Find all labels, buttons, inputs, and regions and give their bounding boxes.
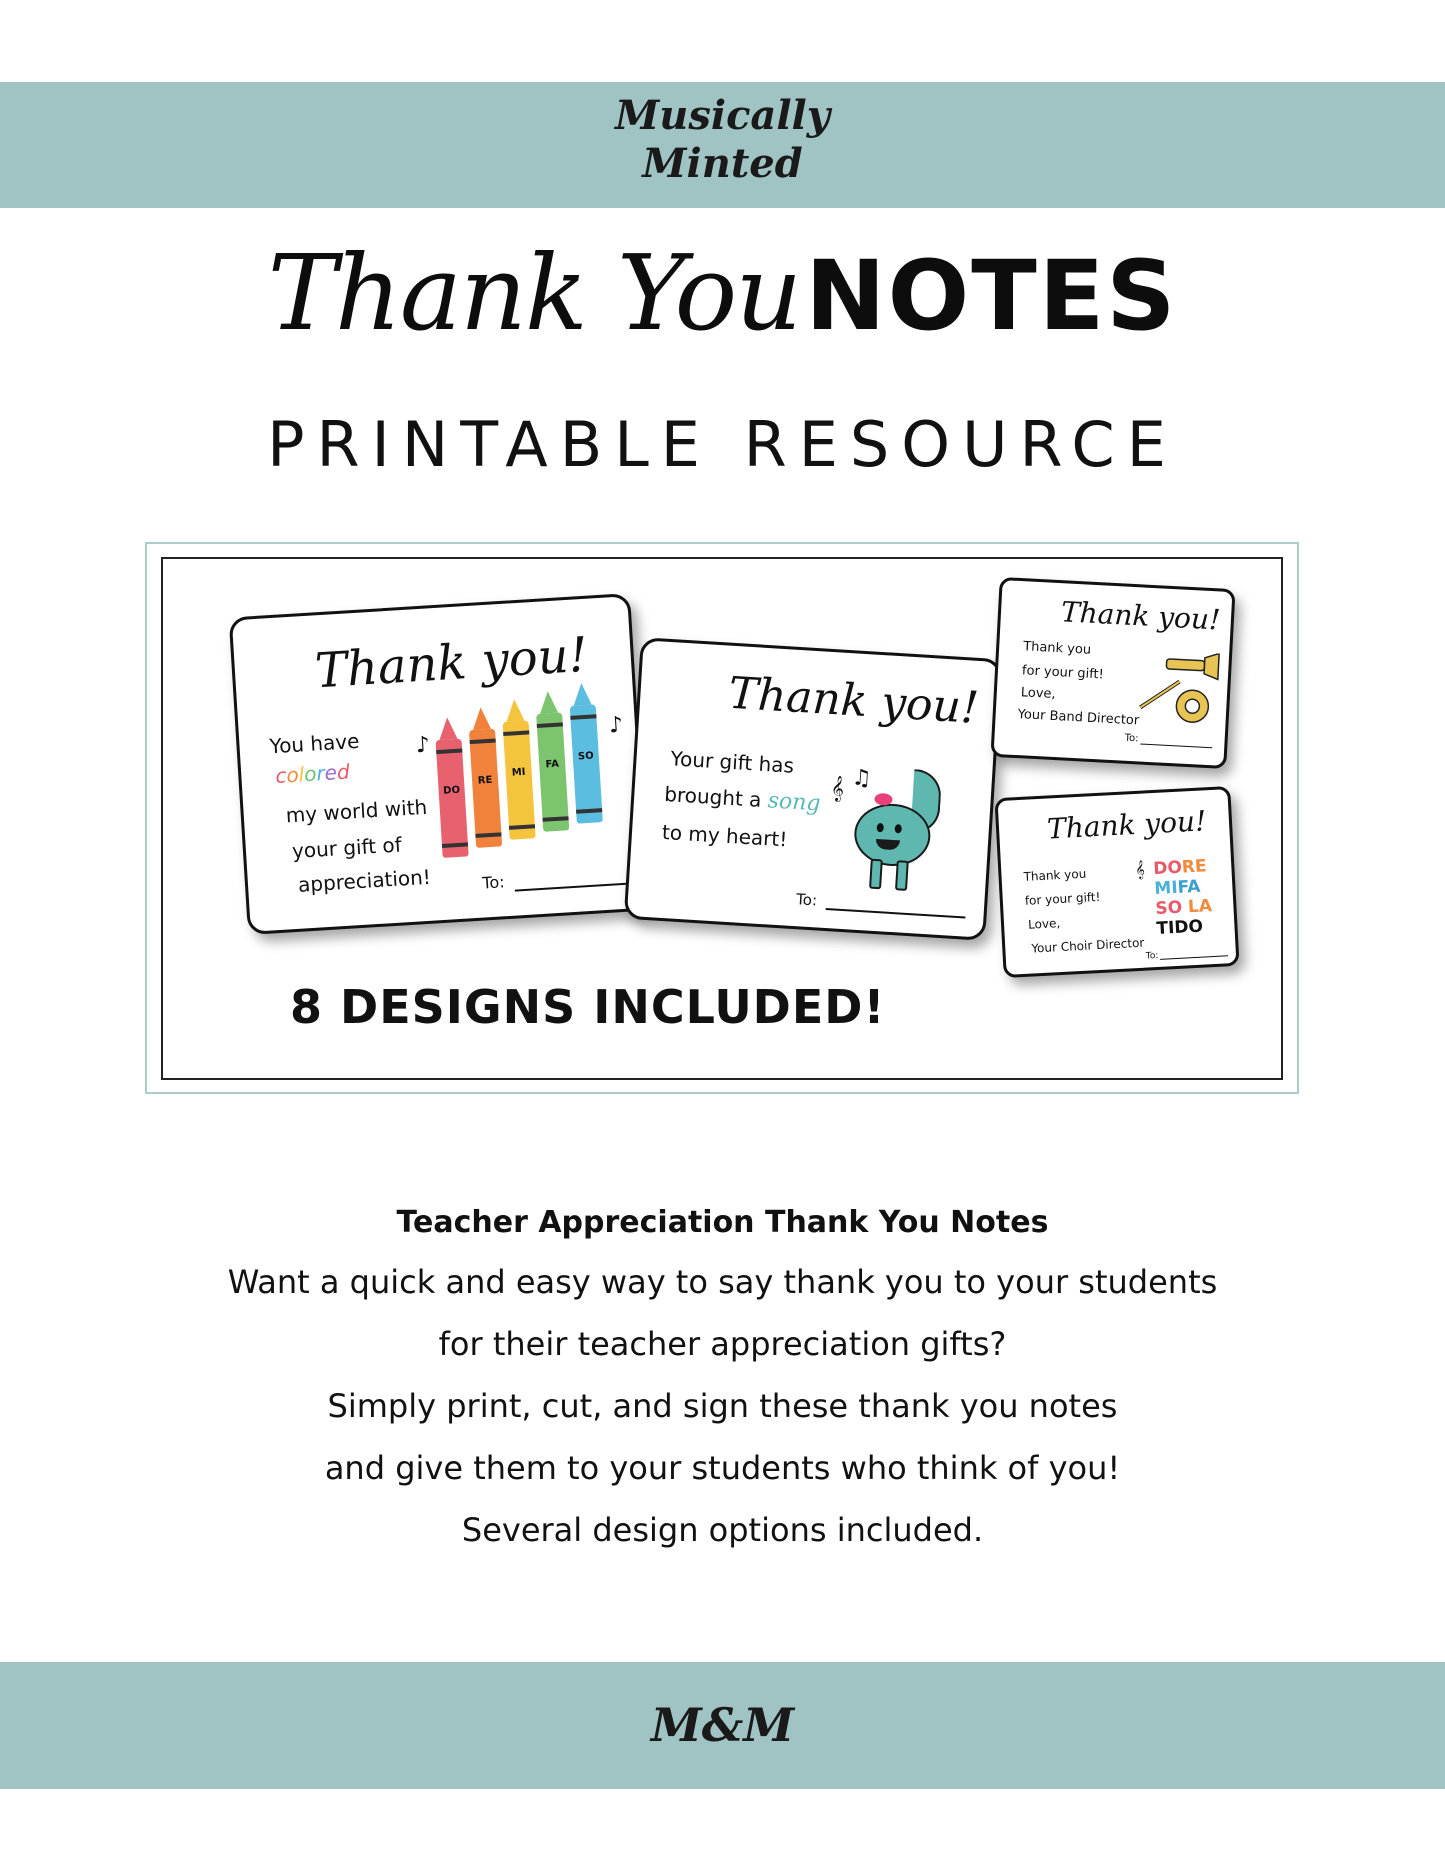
preview-card-choir — [994, 786, 1239, 978]
solfege-syllable: DO — [1152, 857, 1183, 880]
card-line: Your Band Director — [1017, 707, 1140, 729]
colored-letter: d — [336, 759, 351, 785]
music-note-icon: ♪ — [608, 712, 624, 739]
card-heading: Thank you! — [727, 667, 981, 734]
preview-card-band — [990, 577, 1235, 769]
crayon-label: SO — [577, 750, 594, 763]
crayon-icon — [570, 704, 603, 823]
to-line — [515, 882, 633, 891]
colored-letter: e — [323, 760, 338, 785]
to-line — [1160, 955, 1228, 960]
colored-letter: l — [297, 762, 305, 787]
colored-letter: o — [285, 762, 300, 788]
to-label: To: — [795, 890, 818, 910]
card-line: Love, — [1020, 685, 1056, 703]
description-line: and give them to your students who think of you! — [324, 1449, 1121, 1487]
preview-card-crayons — [229, 593, 650, 935]
music-note-icon: ♫ — [850, 765, 873, 792]
crayon-label: RE — [477, 774, 493, 787]
card-heading: Thank you! — [1046, 804, 1208, 846]
card-line: my world with — [285, 794, 428, 828]
crayon-icon — [436, 739, 469, 858]
title-script: Thank You — [267, 232, 801, 354]
treble-clef-icon: 𝄞 — [1134, 859, 1146, 880]
card-heading: Thank you! — [1060, 595, 1222, 637]
brass-instruments-icon — [1137, 649, 1223, 731]
solfege-syllable: TI — [1155, 918, 1175, 939]
card-line: for your gift! — [1024, 889, 1101, 908]
solfege-syllable: MI — [1153, 877, 1179, 900]
crayon-label: MI — [511, 766, 526, 779]
to-label: To: — [481, 872, 506, 893]
logo-line2: Minted — [642, 140, 803, 187]
page-title — [0, 232, 1445, 354]
card-line: You have — [268, 728, 361, 759]
card-line: to my heart! — [661, 819, 789, 852]
crayon-label: FA — [545, 758, 560, 771]
to-label: To: — [1124, 732, 1139, 745]
colored-word — [275, 759, 351, 787]
description-line: Several design options included. — [461, 1511, 984, 1549]
to-line — [1140, 744, 1212, 749]
solfege-syllable: FA — [1177, 876, 1201, 898]
to-label: To: — [1145, 950, 1159, 962]
title-bold: NOTES — [805, 240, 1178, 352]
card-line: for your gift! — [1021, 663, 1105, 683]
card-line: Your gift has — [669, 746, 795, 778]
solfege-block — [1153, 856, 1214, 939]
page-subtitle: PRINTABLE RESOURCE — [267, 408, 1178, 481]
song-word: song — [767, 788, 822, 817]
music-note-icon: ♪ — [415, 732, 431, 759]
crayon-icon — [536, 712, 569, 831]
to-line — [826, 908, 966, 919]
footer-monogram: M&M — [650, 1698, 795, 1752]
colored-letter: o — [303, 761, 318, 787]
card-line — [664, 782, 822, 816]
colored-letter: r — [315, 761, 326, 786]
designs-included-label: 8 DESIGNS INCLUDED! — [290, 980, 886, 1034]
crayon-icon — [503, 720, 536, 839]
crayon-label: DO — [442, 784, 461, 797]
description-line: Want a quick and easy way to say thank you to your students — [227, 1263, 1218, 1301]
preview-card-song — [624, 637, 1003, 941]
card-heading: Thank you! — [313, 626, 590, 700]
card-line: Thank you — [1023, 866, 1087, 884]
card-line: Love, — [1027, 916, 1061, 932]
solfege-syllable: SO — [1154, 897, 1183, 920]
description — [0, 1195, 1445, 1561]
treble-clef-icon: 𝄞 — [830, 776, 845, 802]
card-line: appreciation! — [297, 864, 432, 897]
description-line: Simply print, cut, and sign these thank you notes — [327, 1387, 1118, 1425]
description-heading: Teacher Appreciation Thank You Notes — [396, 1205, 1049, 1240]
card-line: Your Choir Director — [1031, 935, 1145, 956]
logo-line1: Musically — [615, 92, 830, 139]
crayon-icon — [469, 729, 502, 848]
colored-letter: c — [274, 763, 288, 788]
solfege-syllable: LA — [1187, 896, 1213, 918]
card-line-text: brought a — [663, 781, 763, 812]
solfege-syllable: RE — [1181, 856, 1208, 878]
description-line: for their teacher appreciation gifts? — [438, 1325, 1007, 1363]
card-line: your gift of — [291, 832, 403, 864]
solfege-syllable: DO — [1173, 916, 1204, 939]
brand-logo — [0, 92, 1445, 188]
card-line: Thank you — [1022, 639, 1092, 658]
